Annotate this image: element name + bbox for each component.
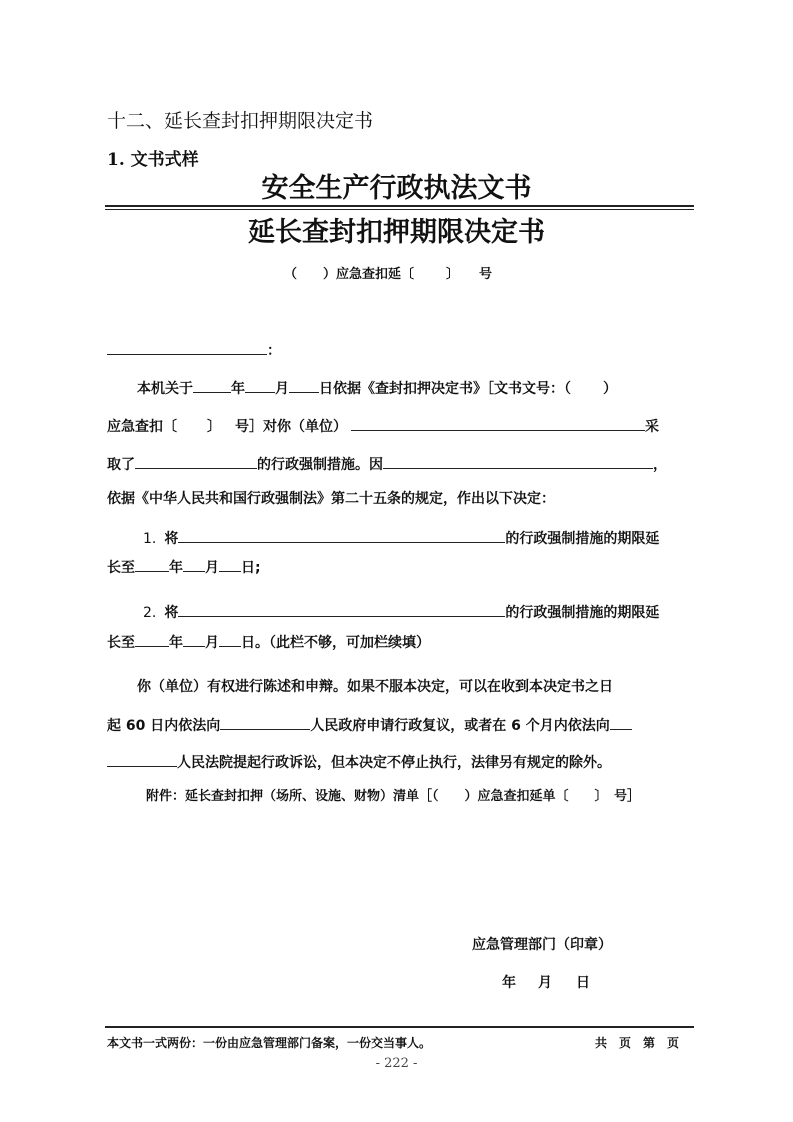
body-line-2 [107, 414, 659, 436]
addressee-colon: ： [267, 343, 281, 359]
text: 〕 [207, 419, 221, 435]
text: 人民法院提起行政诉讼，但本决定不停止执行，法律另有规定的除外。 [177, 755, 611, 771]
text: 年 [169, 635, 183, 651]
text: 的行政强制措施。因 [257, 457, 383, 473]
footer-note: 本文书一式两份：一份由应急管理部门备案，一份交当事人。 [107, 1036, 432, 1050]
attachment-line: 附件：延长查封扣押（场所、设施、财物）清单［（ ）应急查扣延单〔 〕 号］ [146, 789, 641, 804]
date-month: 月 [538, 975, 552, 991]
text: ） [603, 381, 617, 397]
text: 的行政强制措施的期限延 [505, 531, 660, 547]
section-heading: 十二、延长查封扣押期限决定书 [107, 110, 374, 132]
doc-number-prefix: ）应急查扣延〔 [323, 267, 415, 282]
signature-date [502, 972, 590, 992]
text: 将 [164, 605, 179, 621]
item-number: 2. [143, 605, 157, 621]
text: 将 [164, 531, 179, 547]
body-line-3 [107, 452, 667, 474]
text: 长至 [107, 635, 135, 651]
text: 本机关于 [137, 381, 193, 397]
text: ， [653, 457, 667, 473]
text: 取了 [107, 457, 135, 473]
text: 的行政强制措施的期限延 [505, 605, 660, 621]
text: 应急查扣〔 [107, 419, 177, 435]
text: 月 [275, 381, 289, 397]
item-number: 1. [143, 531, 157, 547]
doc-number-bracket: 〕 [446, 267, 460, 282]
doc-number [284, 263, 492, 282]
text: 月 [205, 560, 219, 576]
text: 月 [205, 635, 219, 651]
text: 采 [645, 419, 659, 435]
text: 人民政府申请行政复议，或者在 6 个月内依法向 [310, 718, 610, 734]
text: 日。（此栏不够，可加栏续填） [241, 635, 430, 651]
footer-rule [105, 1026, 694, 1028]
rights-line-3 [107, 750, 611, 772]
decision-item-1-cont [107, 555, 261, 577]
addressee-line [107, 338, 281, 360]
doc-number-suffix: 号 [479, 267, 493, 282]
title-org: 安全生产行政执法文书 [261, 173, 532, 204]
doc-number-open: （ [284, 267, 298, 282]
text: 起 60 日内依法向 [107, 718, 221, 734]
rights-line-2 [107, 713, 632, 735]
text: 年 [169, 560, 183, 576]
text: 年 [231, 381, 245, 397]
text: 号］对你（单位） [235, 419, 347, 435]
date-day: 日 [576, 975, 590, 991]
decision-item-2 [143, 600, 659, 622]
signature-dept: 应急管理部门（印章） [472, 937, 612, 953]
footer-pages: 共 页 第 页 [595, 1036, 680, 1050]
title-rule-thick [105, 205, 694, 207]
decision-item-1 [143, 526, 659, 548]
body-line-4: 依据《中华人民共和国行政强制法》第二十五条的规定，作出以下决定： [107, 491, 555, 507]
title-doc: 延长查封扣押期限决定书 [248, 217, 545, 248]
text: 日依据《查封扣押决定书》［文书文号：（ [319, 381, 571, 397]
body-line-1 [137, 376, 617, 398]
decision-item-2-cont [107, 630, 430, 652]
date-year: 年 [502, 975, 516, 991]
sub-heading: 1. 文书式样 [107, 150, 199, 170]
page-number: - 222 - [375, 1056, 418, 1071]
text: 日; [241, 560, 261, 576]
text: 长至 [107, 560, 135, 576]
rights-line-1: 你（单位）有权进行陈述和申辩。如果不服本决定，可以在收到本决定书之日 [137, 679, 613, 695]
